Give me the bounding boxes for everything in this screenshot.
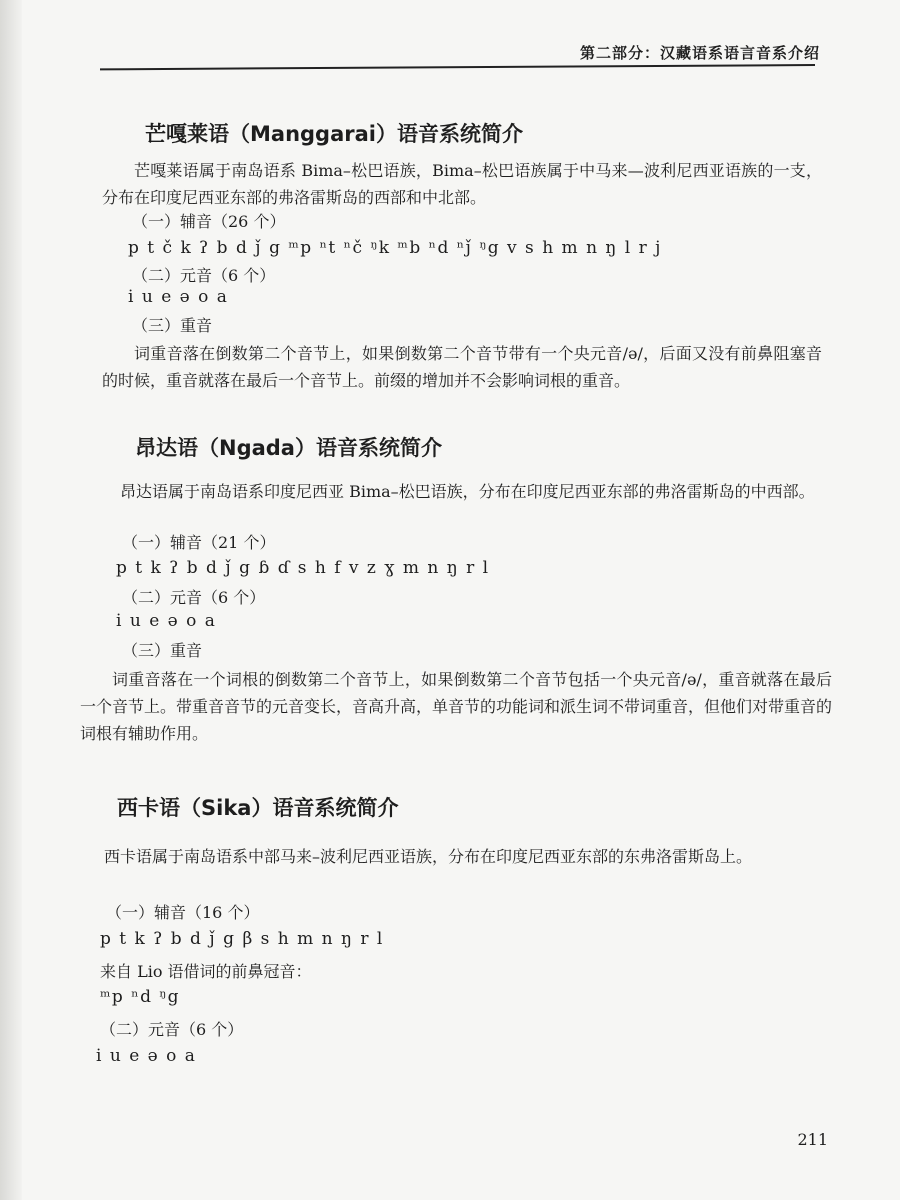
loan-consonants: ᵐp ⁿd ᵑg [100,987,181,1007]
vowel-heading: （二）元音（6 个） [122,588,266,607]
page-number: 211 [797,1130,828,1149]
vowel-heading: （二）元音（6 个） [132,266,276,285]
page-binding-shadow [0,0,22,1200]
vowel-heading: （二）元音（6 个） [100,1020,244,1039]
stress-text: 词重音落在倒数第二个音节上，如果倒数第二个音节带有一个央元音/ə/，后面又没有前鼻阻塞音的时候，重音就落在最后一个音节上。前缀的增加并不会影响词根的重音。 [102,344,822,390]
consonant-heading: （一）辅音（21 个） [122,533,276,552]
section-title: 昂达语（Ngada）语音系统简介 [135,436,442,460]
section-title: 芒嘎莱语（Manggarai）语音系统简介 [145,122,523,146]
consonant-heading: （一）辅音（26 个） [132,212,286,231]
stress-heading: （三）重音 [122,641,203,660]
consonant-inventory: p t k ʔ b d ǰ g β s h m n ŋ r l [100,929,384,949]
section-intro: 西卡语属于南岛语系中部马来–波利尼西亚语族，分布在印度尼西亚东部的东弗洛雷斯岛上。 [104,847,753,866]
section-intro: 芒嘎莱语属于南岛语系 Bima–松巴语族，Bima–松巴语族属于中马来—波利尼西亚语族的一支，分布在印度尼西亚东部的弗洛雷斯岛的西部和中北部。 [102,161,822,207]
section-title: 西卡语（Sika）语音系统简介 [117,796,399,820]
section-intro: 昂达语属于南岛语系印度尼西亚 Bima–松巴语族，分布在印度尼西亚东部的弗洛雷斯岛的中西部。 [120,482,815,501]
vowel-inventory: i u e ə o a [128,287,229,307]
consonant-inventory: p t k ʔ b d ǰ g ɓ ɗ s h f v z ɣ m n ŋ r l [116,558,490,578]
loan-note: 来自 Lio 语借词的前鼻冠音： [100,962,312,981]
consonant-inventory: p t č k ʔ b d ǰ g ᵐp ⁿt ⁿč ᵑk ᵐb ⁿd ⁿǰ ᵑg v s h m n ŋ l r j [128,238,662,258]
vowel-inventory: i u e ə o a [116,611,217,631]
stress-heading: （三）重音 [132,316,213,335]
consonant-heading: （一）辅音（16 个） [106,903,260,922]
stress-text: 词重音落在一个词根的倒数第二个音节上，如果倒数第二个音节包括一个央元音/ə/，重音就落在最后一个音节上。带重音音节的元音变长，音高升高，单音节的功能词和派生词不带词重音，但他们对带重音的词根有辅助作用。 [80,670,833,743]
header-rule [100,64,815,70]
running-header: 第二部分：汉藏语系语言音系介绍 [579,44,820,62]
vowel-inventory: i u e ə o a [96,1046,197,1066]
